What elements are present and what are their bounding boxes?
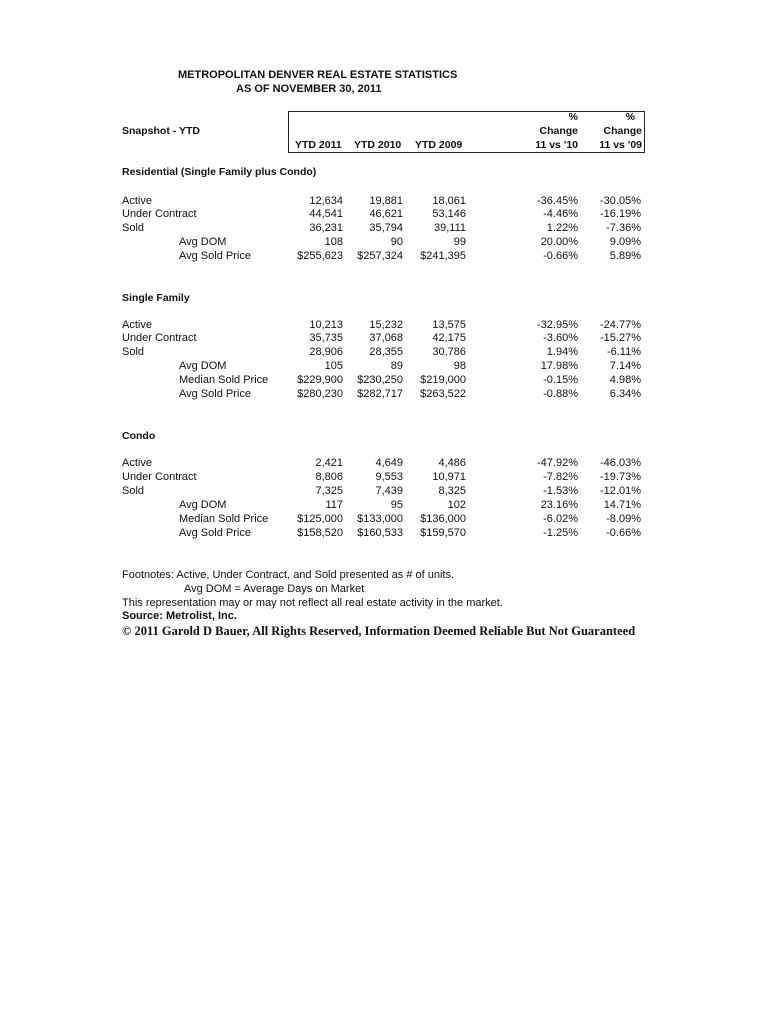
cell-chg09: 6.34% (609, 388, 641, 400)
col-header-ytd2010: YTD 2010 (354, 139, 402, 151)
section-title-single-family: Single Family (122, 292, 190, 304)
cell-chg09: 4.98% (609, 374, 641, 386)
row-label: Avg DOM (179, 499, 227, 511)
cell-chg10: -32.95% (537, 319, 578, 331)
cell-chg09: -24.77% (600, 319, 641, 331)
cell-chg09: -12.01% (600, 485, 641, 497)
cell-chg10: -4.46% (543, 208, 578, 220)
cell-chg10: 17.98% (540, 360, 578, 372)
row-label: Active (122, 457, 152, 469)
cell-chg09: -0.66% (606, 527, 641, 539)
cell-ytd2010: 89 (390, 360, 403, 372)
footnote-disclaimer: This representation may or may not reflect all real estate activity in the market. (122, 597, 503, 609)
cell-chg10: 1.22% (546, 222, 578, 234)
cell-ytd2010: 37,068 (369, 332, 403, 344)
col-header-chg10-label: Change (539, 125, 578, 137)
cell-chg10: -7.82% (543, 471, 578, 483)
col-header-chg09-label: Change (603, 125, 642, 137)
cell-chg10: -6.02% (543, 513, 578, 525)
cell-ytd2011: $280,230 (297, 388, 343, 400)
row-label: Active (122, 319, 152, 331)
cell-ytd2010: 4,649 (375, 457, 403, 469)
cell-ytd2009: 98 (453, 360, 466, 372)
cell-ytd2009: 53,146 (432, 208, 466, 220)
cell-ytd2011: 12,634 (309, 195, 343, 207)
row-label: Under Contract (122, 471, 197, 483)
cell-ytd2011: 7,325 (315, 485, 343, 497)
row-label: Median Sold Price (179, 374, 269, 386)
cell-chg10: -0.15% (543, 374, 578, 386)
col-header-chg10-symbol: % (568, 111, 578, 123)
cell-chg10: -36.45% (537, 195, 578, 207)
cell-ytd2009: 99 (453, 236, 466, 248)
cell-ytd2011: $229,900 (297, 374, 343, 386)
cell-chg09: -8.09% (606, 513, 641, 525)
col-header-chg09-period: 11 vs '09 (599, 139, 642, 151)
cell-chg10: 20.00% (540, 236, 578, 248)
cell-ytd2010: $257,324 (357, 250, 403, 262)
row-label: Sold (122, 222, 145, 234)
cell-ytd2009: 8,325 (438, 485, 466, 497)
cell-ytd2009: 42,175 (432, 332, 466, 344)
cell-ytd2009: $263,522 (420, 388, 466, 400)
cell-ytd2010: $230,250 (357, 374, 403, 386)
cell-ytd2010: 35,794 (369, 222, 403, 234)
col-header-chg09-symbol: % (625, 111, 635, 123)
cell-ytd2011: 35,735 (309, 332, 343, 344)
row-label: Avg Sold Price (179, 527, 251, 539)
cell-chg10: -0.88% (543, 388, 578, 400)
cell-ytd2010: 7,439 (375, 485, 403, 497)
cell-chg10: -47.92% (537, 457, 578, 469)
report-date: AS OF NOVEMBER 30, 2011 (236, 83, 382, 95)
row-label: Under Contract (122, 208, 197, 220)
cell-ytd2010: 9,553 (375, 471, 403, 483)
copyright-line: © 2011 Garold D Bauer, All Rights Reserved, Information Deemed Reliable But Not Guaranteed (122, 624, 636, 638)
cell-chg09: 5.89% (609, 250, 641, 262)
cell-ytd2009: 4,486 (438, 457, 466, 469)
cell-chg10: -0.66% (543, 250, 578, 262)
cell-ytd2009: $219,000 (420, 374, 466, 386)
cell-ytd2009: 13,575 (432, 319, 466, 331)
row-label: Avg DOM (179, 236, 227, 248)
cell-chg09: -30.05% (600, 195, 641, 207)
row-label: Sold (122, 485, 145, 497)
cell-ytd2010: $133,000 (357, 513, 403, 525)
cell-chg09: 9.09% (609, 236, 641, 248)
row-label: Median Sold Price (179, 513, 269, 525)
cell-ytd2011: 2,421 (315, 457, 343, 469)
cell-chg09: -6.11% (606, 346, 641, 358)
cell-ytd2009: 39,111 (433, 222, 466, 234)
cell-ytd2009: 102 (447, 499, 466, 511)
cell-chg09: 7.14% (609, 360, 641, 372)
cell-ytd2009: 18,061 (432, 195, 466, 207)
row-label: Avg Sold Price (179, 250, 251, 262)
cell-ytd2010: 28,355 (369, 346, 403, 358)
cell-chg09: -7.36% (606, 222, 641, 234)
cell-chg09: -16.19% (600, 208, 641, 220)
cell-ytd2009: $241,395 (420, 250, 466, 262)
row-label: Active (122, 195, 152, 207)
cell-ytd2011: 44,541 (309, 208, 343, 220)
cell-ytd2011: $125,000 (297, 513, 343, 525)
cell-ytd2011: 10,213 (309, 319, 343, 331)
report-title: METROPOLITAN DENVER REAL ESTATE STATISTICS (178, 69, 458, 81)
row-label: Sold (122, 346, 145, 358)
footnote-avg-dom: Avg DOM = Average Days on Market (184, 583, 365, 595)
cell-chg09: -46.03% (600, 457, 641, 469)
section-title-condo: Condo (122, 430, 156, 442)
cell-chg09: -19.73% (600, 471, 641, 483)
cell-chg09: -15.27% (600, 332, 641, 344)
cell-ytd2009: 10,971 (432, 471, 466, 483)
col-header-ytd2009: YTD 2009 (415, 139, 463, 151)
row-label: Avg Sold Price (179, 388, 251, 400)
cell-ytd2011: 36,231 (309, 222, 343, 234)
row-label: Under Contract (122, 332, 197, 344)
footnote-units: Footnotes: Active, Under Contract, and Sold presented as # of units. (122, 569, 455, 581)
section-title-residential: Residential (Single Family plus Condo) (122, 166, 317, 178)
cell-ytd2011: 8,806 (315, 471, 343, 483)
source-line: Source: Metrolist, Inc. (122, 610, 237, 622)
col-header-chg10-period: 11 vs '10 (535, 139, 578, 151)
cell-ytd2010: $160,533 (357, 527, 403, 539)
cell-chg10: -1.53% (543, 485, 578, 497)
cell-ytd2011: 28,906 (309, 346, 343, 358)
cell-chg10: 23.16% (540, 499, 578, 511)
snapshot-label: Snapshot - YTD (122, 125, 200, 137)
col-header-ytd2011: YTD 2011 (295, 139, 342, 151)
row-label: Avg DOM (179, 360, 227, 372)
cell-ytd2011: 105 (324, 360, 343, 372)
cell-ytd2010: 90 (390, 236, 403, 248)
cell-ytd2010: 95 (390, 499, 403, 511)
cell-ytd2009: $136,000 (420, 513, 466, 525)
cell-ytd2010: $282,717 (357, 388, 403, 400)
cell-ytd2010: 15,232 (369, 319, 403, 331)
cell-ytd2011: $158,520 (297, 527, 343, 539)
cell-chg09: 14.71% (603, 499, 641, 511)
cell-ytd2011: $255,623 (297, 250, 343, 262)
cell-ytd2010: 46,621 (369, 208, 403, 220)
cell-ytd2011: 117 (325, 499, 343, 511)
cell-ytd2011: 108 (324, 236, 343, 248)
cell-chg10: -3.60% (543, 332, 578, 344)
cell-chg10: -1.25% (543, 527, 578, 539)
cell-ytd2009: 30,786 (432, 346, 466, 358)
cell-ytd2009: $159,570 (420, 527, 466, 539)
cell-chg10: 1.94% (546, 346, 578, 358)
cell-ytd2010: 19,881 (369, 195, 403, 207)
